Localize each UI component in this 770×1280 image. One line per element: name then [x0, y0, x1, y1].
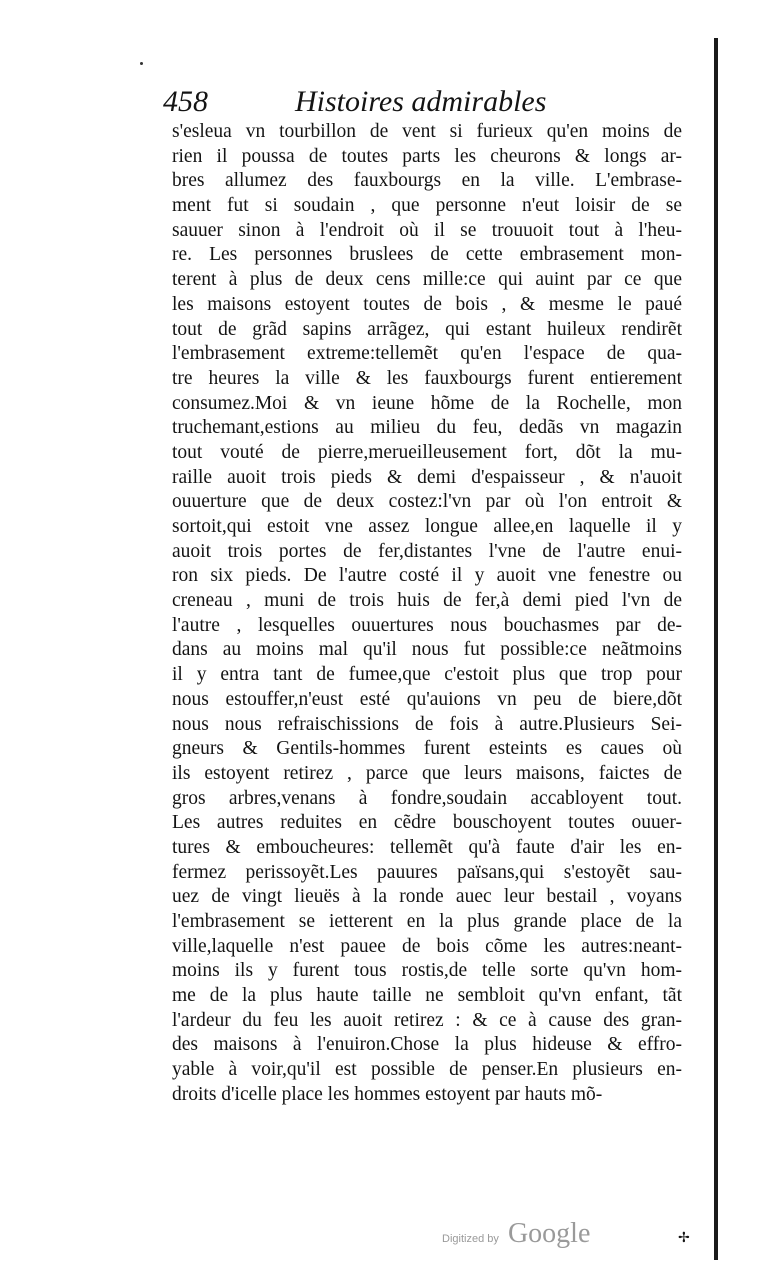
text-line: rien il poussa de toutes parts les cheurons & longs ar- — [172, 145, 682, 167]
page-number: 458 — [163, 85, 208, 118]
text-line: l'embrasement se ietterent en la plus grande place de la — [172, 911, 682, 932]
text-line: uez de vingt lieuës à la ronde auec leur bestail , voyans — [172, 886, 682, 908]
text-line: ils estoyent retirez , parce que leurs maisons, faictes de — [172, 762, 682, 784]
text-line: Les autres reduites en cẽdre bouschoyent toutes ouuer- — [172, 812, 682, 834]
text-line: les maisons estoyent toutes de bois , & mesme le paué — [172, 293, 682, 315]
text-line: tures & emboucheures: tellemẽt qu'à faute d'air les en- — [172, 836, 682, 858]
page-edge-rule — [714, 38, 718, 1260]
running-title: Histoires admirables — [295, 85, 547, 118]
text-line: gneurs & Gentils-hommes furent esteints es caues où — [172, 738, 682, 760]
text-line: l'autre , lesquelles ouuertures nous bouchasmes par de- — [172, 614, 682, 636]
text-line: bres allumez des fauxbourgs en la ville. L'embrase- — [172, 170, 682, 192]
text-line: ron six pieds. De l'autre costé il y auoit vne fenestre ou — [172, 565, 682, 587]
ornament-mark: ✢ — [678, 1230, 690, 1246]
text-line: yable à voir,qu'il est possible de penser.En plusieurs en- — [172, 1059, 682, 1081]
text-line: des maisons à l'enuiron.Chose la plus hideuse & effro- — [172, 1034, 682, 1056]
text-line: l'ardeur du feu les auoit retirez : & ce à cause des gran- — [172, 1009, 682, 1031]
watermark-prefix: Digitized by — [442, 1233, 499, 1245]
text-line: tout de grãd sapins arrãgez, qui estant huileux rendirẽt — [172, 318, 682, 340]
text-line: nous nous refraischissions de fois à autre.Plusieurs Sei- — [172, 713, 682, 735]
text-line: consumez.Moi & vn ieune hõme de la Rochelle, mon — [172, 392, 682, 414]
text-line: tre heures la ville & les fauxbourgs furent entierement — [172, 367, 682, 389]
text-line: re. Les personnes bruslees de cette embrasement mon- — [172, 244, 682, 266]
text-line: terent à plus de deux cens mille:ce qui auint par ce que — [172, 269, 682, 291]
text-line: sortoit,qui estoit vne assez longue allee,en laquelle il y — [172, 516, 682, 537]
text-line: sauuer sinon à l'endroit où il se trouuoit tout à l'heu- — [172, 219, 682, 241]
text-line: me de la plus haute taille ne sembloit qu'vn enfant, tãt — [172, 985, 682, 1007]
text-line: ville,laquelle n'est pauee de bois cõme les autres:neant- — [172, 935, 682, 957]
body-text — [172, 120, 682, 1108]
text-line: droits d'icelle place les hommes estoyent par hauts mõ- — [172, 1083, 603, 1105]
text-line: il y entra tant de fumee,que c'estoit plus que trop pour — [172, 664, 682, 686]
page-header — [163, 82, 675, 122]
text-line: dans au moins mal qu'il nous fut possible:ce neãtmoins — [172, 639, 682, 661]
text-line: s'esleua vn tourbillon de vent si furieux qu'en moins de — [172, 121, 682, 142]
text-line: ment fut si soudain , que personne n'eut loisir de se — [172, 195, 682, 217]
digitized-watermark — [442, 1218, 590, 1250]
watermark-brand: Google — [507, 1218, 591, 1249]
text-line: moins ils y furent tous rostis,de telle sorte qu'vn hom- — [172, 960, 682, 982]
text-line: gros arbres,venans à fondre,soudain accabloyent tout. — [172, 787, 682, 809]
text-line: nous estouffer,n'eust esté qu'auions vn peu de biere,dõt — [172, 688, 682, 710]
text-line: l'embrasement extreme:tellemẽt qu'en l'espace de qua- — [172, 343, 682, 365]
ink-speck — [140, 62, 143, 65]
text-line: creneau , muni de trois huis de fer,à demi pied l'vn de — [172, 590, 682, 612]
text-line: ouuerture que de deux costez:l'vn par où l'on entroit & — [172, 491, 682, 513]
text-line: tout vouté de pierre,merueilleusement fort, dõt la mu- — [172, 441, 682, 463]
text-line: truchemant,estions au milieu du feu, dedãs vn magazin — [172, 417, 682, 439]
text-line: auoit trois portes de fer,distantes l'vne de l'autre enui- — [172, 540, 682, 562]
text-line: fermez perissoyẽt.Les pauures païsans,qui s'estoyẽt sau- — [172, 861, 682, 883]
text-line: raille auoit trois pieds & demi d'espaisseur , & n'auoit — [172, 466, 682, 488]
